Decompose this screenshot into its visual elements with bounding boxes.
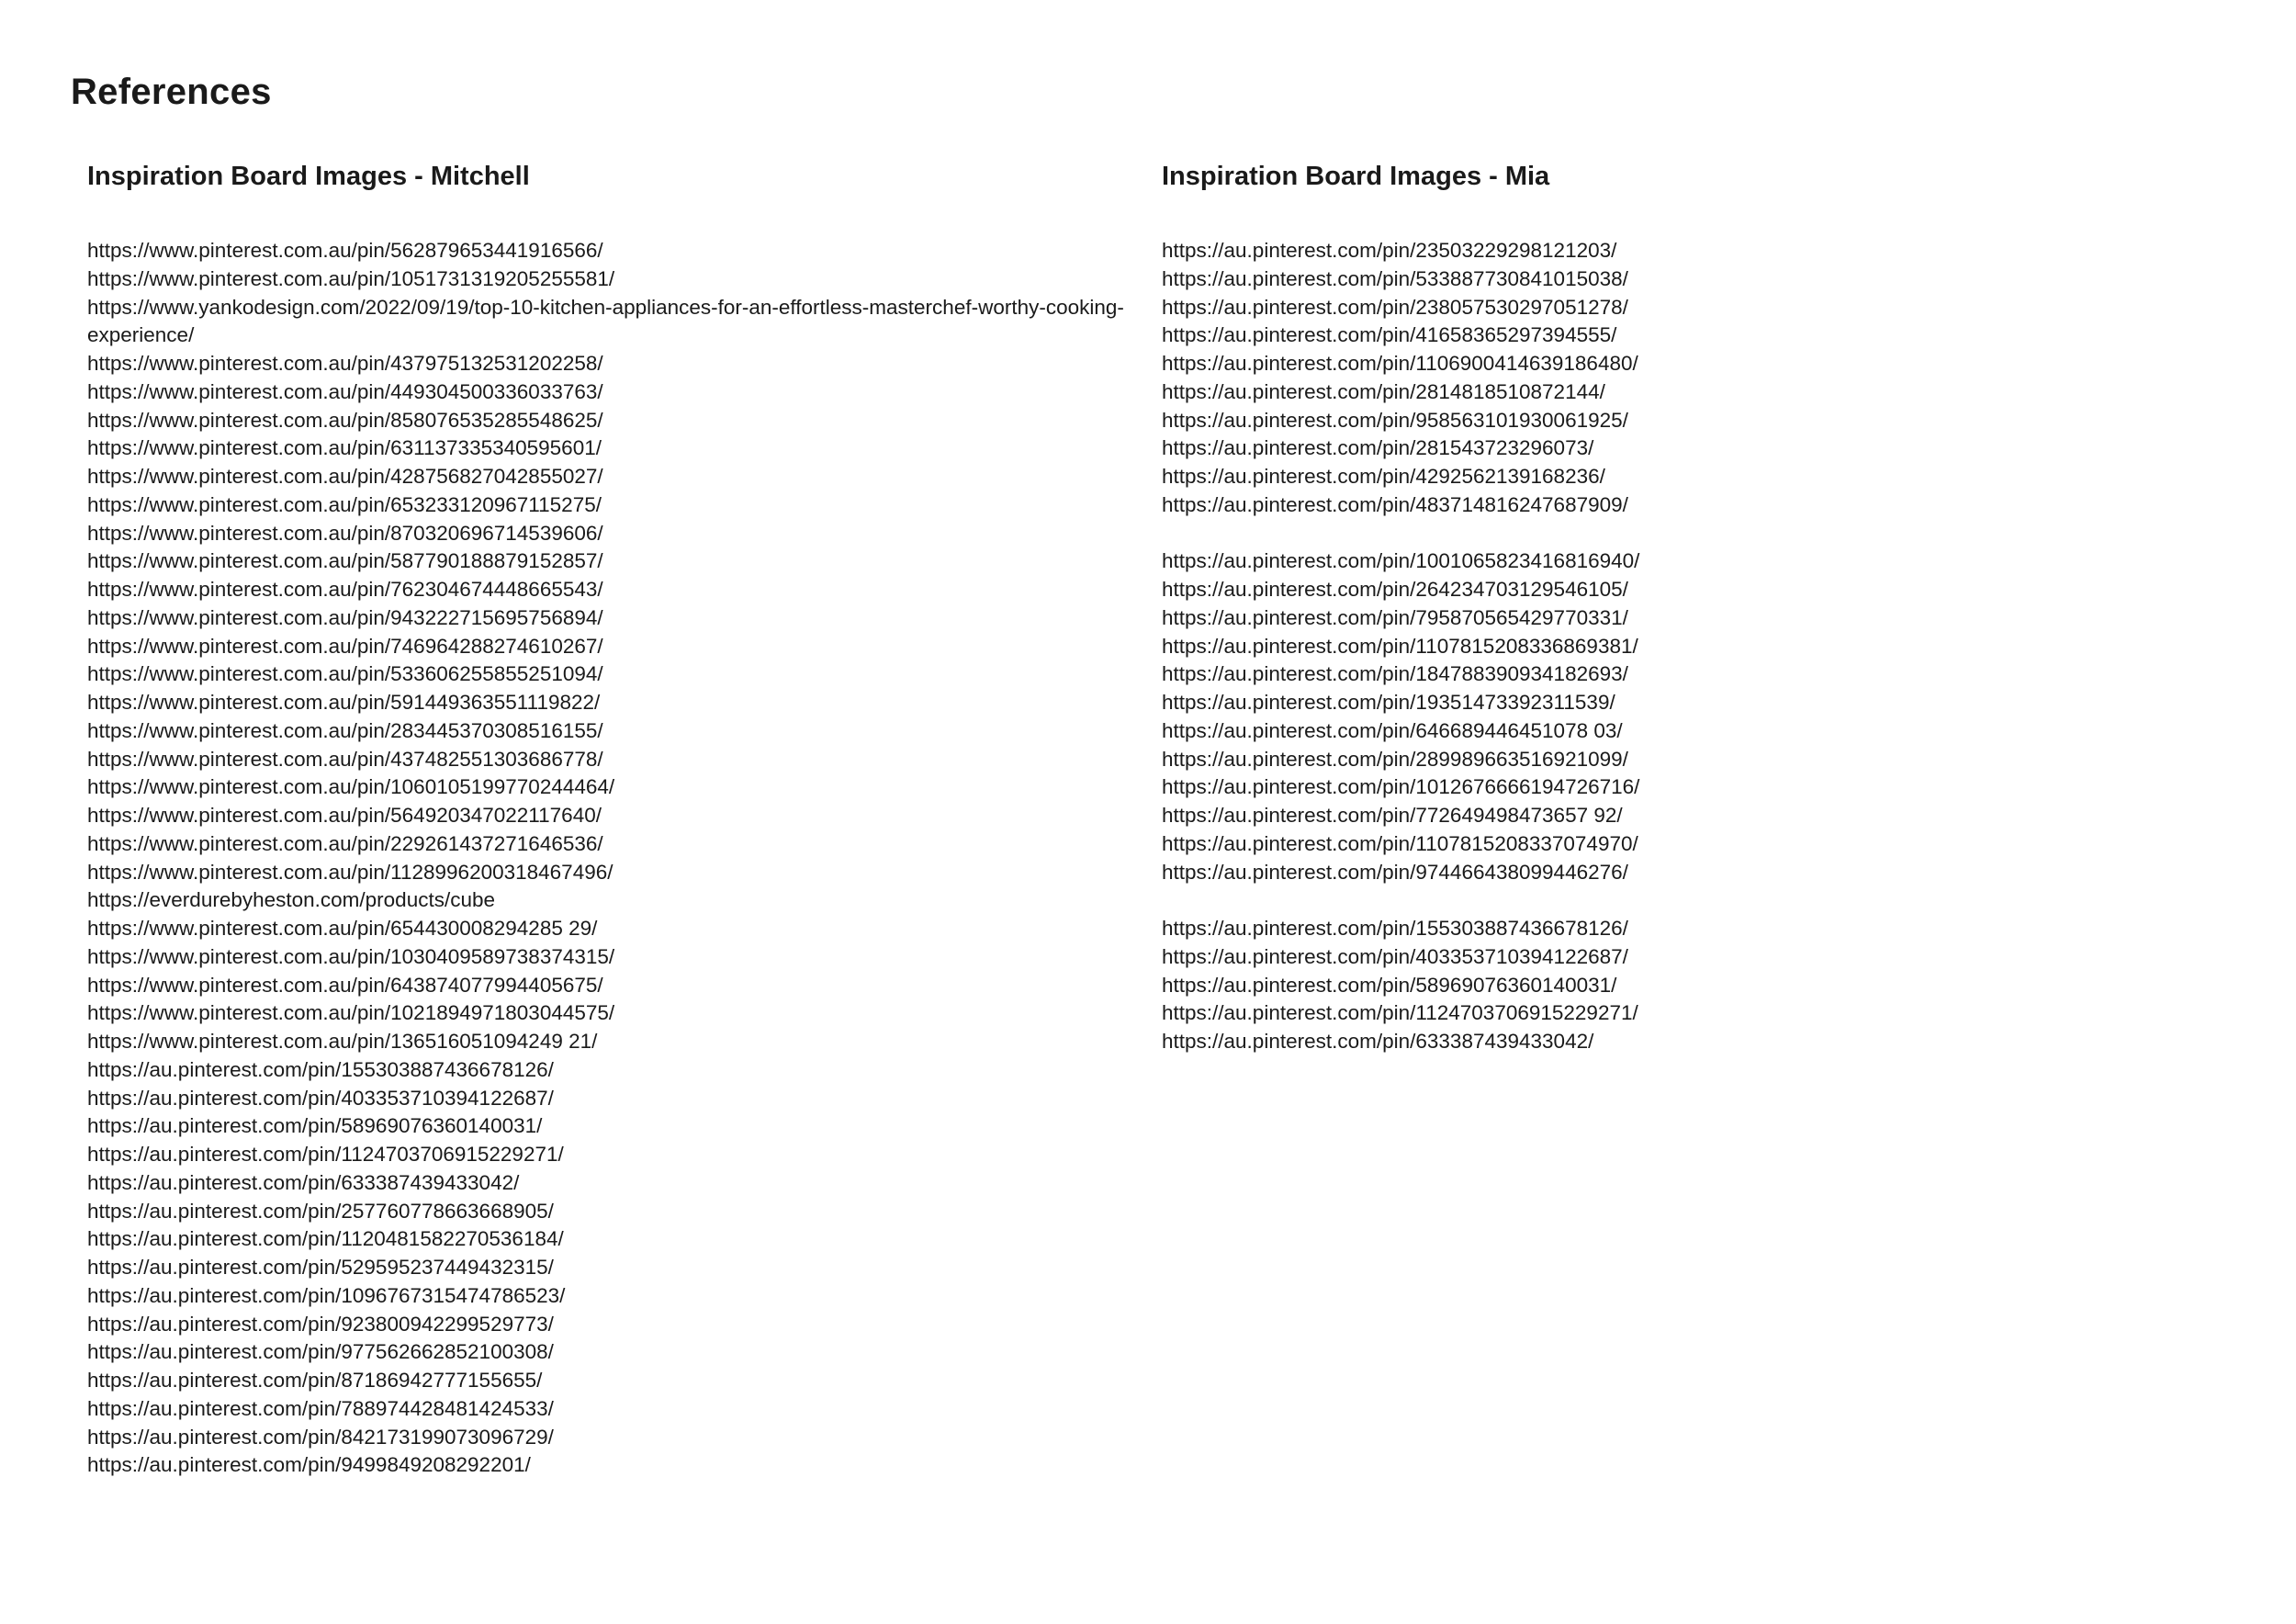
reference-link[interactable]: https://au.pinterest.com/pin/58969076360140031/	[87, 1114, 543, 1138]
mia-link-group	[1162, 915, 2080, 1056]
reference-link[interactable]: https://www.pinterest.com.au/pin/428756827042855027/	[87, 465, 603, 488]
reference-link[interactable]: https://au.pinterest.com/pin/1107815208336869381/	[1162, 634, 1638, 658]
reference-link[interactable]: https://www.pinterest.com.au/pin/1021894971803044575/	[87, 1001, 615, 1025]
reference-link[interactable]: https://www.pinterest.com.au/pin/643874077994405675/	[87, 973, 603, 997]
reference-link[interactable]: https://au.pinterest.com/pin/58969076360140031/	[1162, 973, 1617, 997]
reference-link[interactable]: https://au.pinterest.com/pin/264234703129546105/	[1162, 578, 1628, 601]
reference-link[interactable]: https://www.pinterest.com.au/pin/283445370308516155/	[87, 718, 603, 742]
reference-link[interactable]: https://www.pinterest.com.au/pin/533606255855251094/	[87, 662, 603, 686]
reference-link[interactable]: https://au.pinterest.com/pin/1120481582270536184/	[87, 1227, 564, 1251]
reference-link[interactable]: https://au.pinterest.com/pin/257760778663668905/	[87, 1199, 554, 1223]
reference-link[interactable]: https://au.pinterest.com/pin/1124703706915229271/	[1162, 1001, 1638, 1025]
reference-link[interactable]: https://au.pinterest.com/pin/1001065823416816940/	[1162, 549, 1640, 573]
reference-link[interactable]: https://au.pinterest.com/pin/1106900414639186480/	[1162, 352, 1638, 375]
reference-link[interactable]: https://www.pinterest.com.au/pin/870320696714539606/	[87, 521, 603, 545]
reference-link[interactable]: https://www.pinterest.com.au/pin/562879653441916566/	[87, 239, 603, 262]
reference-link[interactable]: https://au.pinterest.com/pin/1107815208337074970/	[1162, 831, 1638, 855]
reference-link[interactable]: https://www.pinterest.com.au/pin/1051731319205255581/	[87, 266, 615, 290]
reference-link[interactable]: https://au.pinterest.com/pin/842173199073096729/	[87, 1425, 554, 1449]
reference-link[interactable]: https://www.pinterest.com.au/pin/587790188879152857/	[87, 549, 603, 573]
reference-link[interactable]: https://au.pinterest.com/pin/4292562139168236/	[1162, 465, 1605, 488]
mia-section-heading: Inspiration Board Images - Mia	[1162, 162, 1550, 191]
mitchell-section-heading: Inspiration Board Images - Mitchell	[87, 162, 530, 191]
reference-link[interactable]: https://au.pinterest.com/pin/19351473392311539/	[1162, 691, 1615, 714]
reference-link[interactable]: https://au.pinterest.com/pin/533887730841015038/	[1162, 266, 1628, 290]
mia-link-list	[1162, 915, 2080, 1056]
reference-link[interactable]: https://au.pinterest.com/pin/2814818510872144/	[1162, 379, 1605, 403]
reference-link[interactable]: https://www.pinterest.com.au/pin/858076535285548625/	[87, 408, 603, 432]
reference-link[interactable]: https://www.yankodesign.com/2022/09/19/top-10-kitchen-appliances-for-an-effortless-masterchef-worthy-cooking-experience/	[87, 295, 1124, 347]
mitchell-references-section	[87, 158, 1125, 1480]
reference-link[interactable]: https://au.pinterest.com/pin/155303887436678126/	[1162, 917, 1628, 940]
reference-link[interactable]: https://au.pinterest.com/pin/483714816247687909/	[1162, 492, 1628, 516]
reference-link[interactable]: https://au.pinterest.com/pin/958563101930061925/	[1162, 408, 1628, 432]
reference-link[interactable]: https://au.pinterest.com/pin/23503229298121203/	[1162, 239, 1617, 262]
reference-link[interactable]: https://www.pinterest.com.au/pin/943222715695756894/	[87, 605, 603, 629]
reference-link[interactable]: https://au.pinterest.com/pin/788974428481424533/	[87, 1396, 554, 1420]
reference-link[interactable]: https://au.pinterest.com/pin/923800942299529773/	[87, 1312, 554, 1336]
reference-link[interactable]: https://everdurebyheston.com/products/cube	[87, 888, 496, 912]
mia-link-list	[1162, 547, 2080, 886]
reference-link[interactable]: https://au.pinterest.com/pin/795870565429770331/	[1162, 605, 1628, 629]
reference-link[interactable]: https://www.pinterest.com.au/pin/229261437271646536/	[87, 831, 603, 855]
reference-link[interactable]: https://au.pinterest.com/pin/1096767315474786523/	[87, 1283, 566, 1307]
mia-references-section	[1162, 158, 2080, 1056]
reference-link[interactable]: https://au.pinterest.com/pin/403353710394122687/	[87, 1086, 554, 1110]
reference-link[interactable]: https://www.pinterest.com.au/pin/1030409589738374315/	[87, 944, 615, 968]
reference-link[interactable]: https://www.pinterest.com.au/pin/437975132531202258/	[87, 352, 603, 375]
reference-link[interactable]: https://www.pinterest.com.au/pin/564920347022117640/	[87, 804, 602, 827]
mia-link-list	[1162, 237, 2080, 520]
reference-link[interactable]: https://au.pinterest.com/pin/41658365297394555/	[1162, 323, 1617, 347]
page-title: References	[71, 72, 272, 112]
reference-link[interactable]: https://au.pinterest.com/pin/1124703706915229271/	[87, 1143, 564, 1166]
reference-link[interactable]: https://www.pinterest.com.au/pin/631137335340595601/	[87, 436, 602, 460]
reference-link[interactable]: https://au.pinterest.com/pin/633387439433042/	[1162, 1030, 1594, 1053]
reference-link[interactable]: https://www.pinterest.com.au/pin/591449363551119822/	[87, 691, 601, 714]
reference-link[interactable]: https://au.pinterest.com/pin/238057530297051278/	[1162, 295, 1628, 319]
mia-link-groups	[1162, 237, 2080, 1056]
reference-link[interactable]: https://www.pinterest.com.au/pin/653233120967115275/	[87, 492, 602, 516]
reference-link[interactable]: https://au.pinterest.com/pin/281543723296073/	[1162, 436, 1594, 460]
reference-link[interactable]: https://au.pinterest.com/pin/155303887436678126/	[87, 1057, 554, 1081]
reference-link[interactable]: https://www.pinterest.com.au/pin/437482551303686778/	[87, 747, 603, 771]
reference-link[interactable]: https://au.pinterest.com/pin/974466438099446276/	[1162, 860, 1628, 884]
mia-link-group	[1162, 547, 2080, 886]
reference-link[interactable]: https://www.pinterest.com.au/pin/654430008294285 29/	[87, 917, 598, 940]
mitchell-link-list	[87, 237, 1125, 1480]
reference-link[interactable]: https://www.pinterest.com.au/pin/449304500336033763/	[87, 379, 603, 403]
reference-link[interactable]: https://au.pinterest.com/pin/529595237449432315/	[87, 1256, 554, 1279]
reference-link[interactable]: https://au.pinterest.com/pin/9499849208292201/	[87, 1453, 531, 1477]
reference-link[interactable]: https://au.pinterest.com/pin/646689446451078 03/	[1162, 718, 1623, 742]
reference-link[interactable]: https://au.pinterest.com/pin/184788390934182693/	[1162, 662, 1628, 686]
reference-link[interactable]: https://www.pinterest.com.au/pin/136516051094249 21/	[87, 1030, 598, 1053]
reference-link[interactable]: https://au.pinterest.com/pin/772649498473657 92/	[1162, 804, 1623, 827]
reference-link[interactable]: https://au.pinterest.com/pin/87186942777155655/	[87, 1369, 543, 1392]
reference-link[interactable]: https://au.pinterest.com/pin/1012676666194726716/	[1162, 775, 1640, 799]
mia-link-group	[1162, 237, 2080, 520]
reference-link[interactable]: https://www.pinterest.com.au/pin/1060105199770244464/	[87, 775, 615, 799]
reference-link[interactable]: https://au.pinterest.com/pin/977562662852100308/	[87, 1340, 554, 1364]
reference-link[interactable]: https://au.pinterest.com/pin/403353710394122687/	[1162, 944, 1628, 968]
reference-link[interactable]: https://au.pinterest.com/pin/633387439433042/	[87, 1170, 520, 1194]
reference-link[interactable]: https://www.pinterest.com.au/pin/762304674448665543/	[87, 578, 603, 601]
reference-link[interactable]: https://au.pinterest.com/pin/289989663516921099/	[1162, 747, 1628, 771]
reference-link[interactable]: https://www.pinterest.com.au/pin/1128996200318467496/	[87, 860, 613, 884]
reference-link[interactable]: https://www.pinterest.com.au/pin/746964288274610267/	[87, 634, 603, 658]
